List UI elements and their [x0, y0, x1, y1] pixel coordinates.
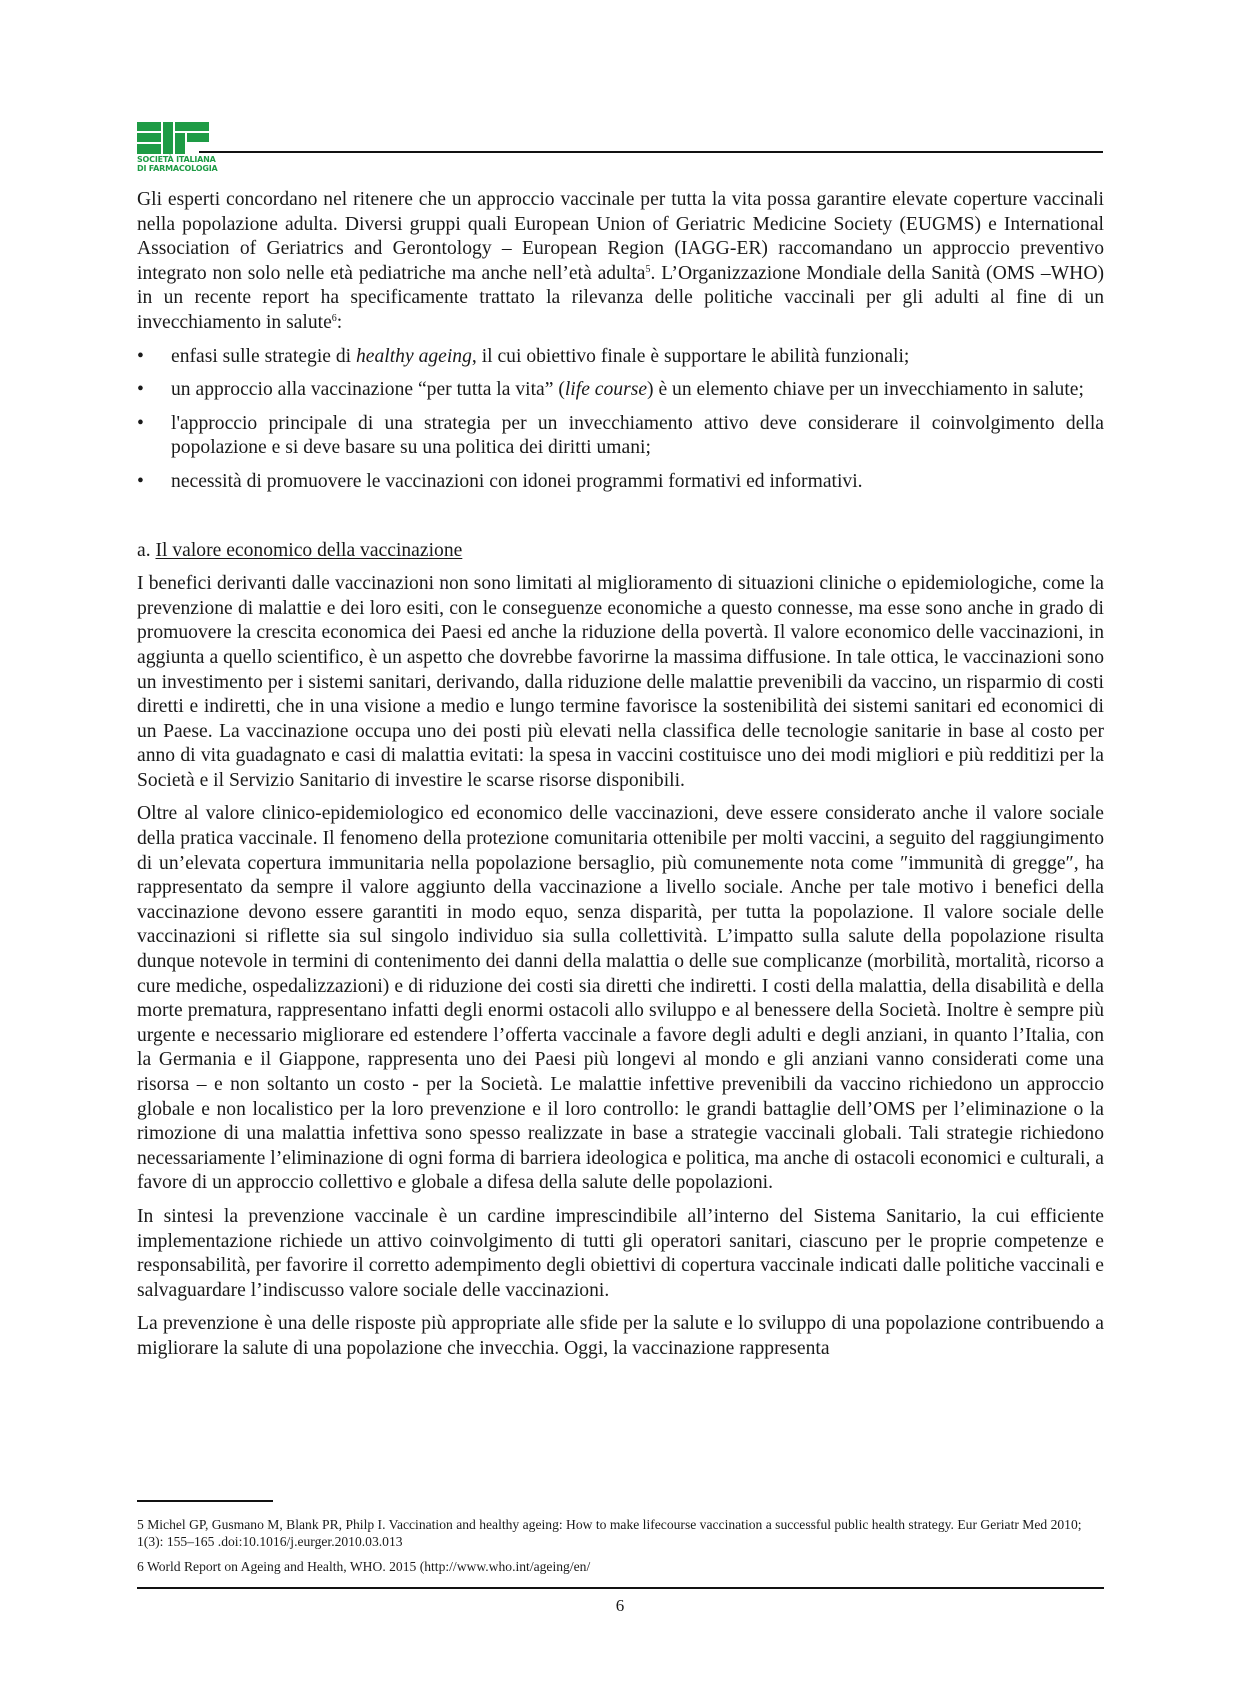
bullet-icon: •	[137, 412, 144, 434]
footnotes	[137, 1516, 1104, 1583]
list-item: • un approccio alla vaccinazione “per tutta la vita” (life course) è un elemento chiave per un invecchiamento in salute;	[137, 378, 1104, 403]
body-paragraph: I benefici derivanti dalle vaccinazioni non sono limitati al miglioramento di situazioni cliniche o epidemiologiche, come la prevenzione di malattie e dei loro esiti, con le conseguenze economiche a questo connesse, ma esse sono anche in grado di promuovere la crescita economica dei Paesi ed anche la riduzione della povertà. Il valore economico delle vaccinazioni, in aggiunta a quello scientifico, è un aspetto che dovrebbe favorirne la massima diffusione. In tale ottica, le vaccinazioni sono un investimento per i sistemi sanitari, derivando, dalla riduzione delle malattie prevenibili da vaccino, un risparmio di costi diretti e indiretti, che in una visione a medio e lungo termine favorisce la sostenibilità dei sistemi sanitari ed economici di un Paese. La vaccinazione occupa uno dei posti più elevati nella classifica delle tecnologie sanitarie in base al costo per anno di vita guadagnato e casi di malattia evitati: la spesa in vaccini costituisce uno dei modi migliori e più redditizi per la Società e il Servizio Sanitario di investire le scarse risorse disponibili.	[137, 573, 1104, 791]
logo-text	[137, 155, 217, 173]
footnote-6: 6 World Report on Ageing and Health, WHO. 2015 (http://www.who.int/ageing/en/	[137, 1559, 591, 1574]
logo-line-1: SOCIETÀ ITALIANA	[137, 155, 216, 164]
footnote-5: 5 Michel GP, Gusmano M, Blank PR, Philp I. Vaccination and healthy ageing: How to make lifecourse vaccination a successful public health strategy. Eur Geriatr Med 2010; 1(3): 155–165 .doi:10.1016/j.eurger.2010.03.013	[137, 1517, 1082, 1549]
section-title: Il valore economico della vaccinazione	[155, 539, 463, 561]
sif-logo-icon	[137, 122, 209, 154]
footnote-ref-6[interactable]: 6	[331, 312, 337, 324]
list-item: • necessità di promuovere le vaccinazioni con idonei programmi formativi ed informativi.	[137, 470, 1104, 495]
list-item: • l'approccio principale di una strategia per un invecchiamento attivo deve considerare il coinvolgimento della popolazione e si deve basare su una politica dei diritti umani;	[137, 412, 1104, 459]
bullet-icon: •	[137, 379, 144, 401]
bullet-icon: •	[137, 345, 144, 367]
body-paragraph: In sintesi la prevenzione vaccinale è un cardine imprescindibile all’interno del Sistema Sanitario, la cui efficiente implementazione richiede un attivo coinvolgimento di tutti gli operatori sanitari, ciascuno per le proprie competenze e responsabilità, per favorire il corretto adempimento degli obiettivi di copertura vaccinale indicati dalle politiche vaccinali e salvaguardare l’indiscusso valore sociale delle vaccinazioni.	[137, 1205, 1104, 1301]
page-body	[137, 188, 1104, 1371]
footnote-separator	[137, 1500, 273, 1502]
page-number: 6	[615, 1596, 625, 1615]
footnote-ref-5[interactable]: 5	[645, 263, 651, 275]
footer-rule	[137, 1587, 1104, 1589]
body-paragraph: Oltre al valore clinico-epidemiologico ed economico delle vaccinazioni, deve essere considerato anche il valore sociale della pratica vaccinale. Il fenomeno della protezione comunitaria ottenibile per molti vaccini, a seguito del raggiungimento di un’elevata copertura immunitaria nella popolazione bersaglio, più comunemente nota come ″immunità di gregge″, ha rappresentato da sempre il valore aggiunto della vaccinazione a livello sociale. Anche per tale motivo i benefici della vaccinazione devono essere garantiti in modo equo, senza disparità, per tutta la popolazione. Il valore sociale delle vaccinazioni si riflette sia sul singolo individuo sia sulla collettività. L’impatto sulla salute della popolazione risulta dunque notevole in termini di contenimento dei danni della malattia o delle sue complicanze (morbilità, mortalità, ricorso a cure mediche, ospedalizzazioni) e di riduzione dei costi sia diretti che indiretti. I costi della malattia, della disabilità e della morte prematura, rappresentano infatti degli enormi ostacoli allo sviluppo e al benessere della Società. Inoltre è sempre più urgente e necessario migliorare ed estendere l’offerta vaccinale a favore degli adulti e degli anziani, in quanto l’Italia, con la Germania e il Giappone, rappresenta uno dei Paesi più longevi al mondo e gli anziani vanno considerati come una risorsa – e non soltanto un costo - per la Società. Le malattie infettive prevenibili da vaccino richiedono un approccio globale e non localistico per la loro prevenzione e il loro controllo: le grandi battaglie dell’OMS per l’eliminazione o la rimozione di una malattia infettiva sono spesso realizzate in base a strategie vaccinali globali. Tali strategie richiedono necessariamente l’eliminazione di ogni forma di barriera ideologica e politica, ma anche di ostacoli economici e culturali, a favore di un approccio collettivo e globale a difesa della salute delle popolazioni.	[137, 803, 1104, 1194]
logo-line-2: DI FARMACOLOGIA	[137, 164, 218, 173]
section-heading: a. Il valore economico della vaccinazione	[137, 539, 463, 561]
intro-paragraph: Gli esperti concordano nel ritenere che un approccio vaccinale per tutta la vita possa garantire elevate coperture vaccinali nella popolazione adulta. Diversi gruppi quali European Union of Geriatric Medicine Society (EUGMS) e International Association of Geriatrics and Gerontology – European Region (IAGG-ER) raccomandano un approccio preventivo integrato non solo nelle età pediatriche ma anche nell’età adulta$^5$. L’Organizzazione Mondiale della Sanità (OMS –WHO) in un recente report ha specificamente trattato la rilevanza delle politiche vaccinali per gli adulti al fine di un invecchiamento in salute$^6$:	[137, 189, 1104, 333]
body-paragraph: La prevenzione è una delle risposte più appropriate alle sfide per la salute e lo sviluppo di una popolazione contribuendo a migliorare la salute di una popolazione che invecchia. Oggi, la vaccinazione rappresenta	[137, 1313, 1104, 1359]
bullet-icon: •	[137, 470, 144, 492]
list-item: • enfasi sulle strategie di healthy ageing, il cui obiettivo finale è supportare le abilità funzionali;	[137, 345, 1104, 370]
bullet-list	[137, 345, 1104, 495]
header-rule	[199, 151, 1103, 153]
